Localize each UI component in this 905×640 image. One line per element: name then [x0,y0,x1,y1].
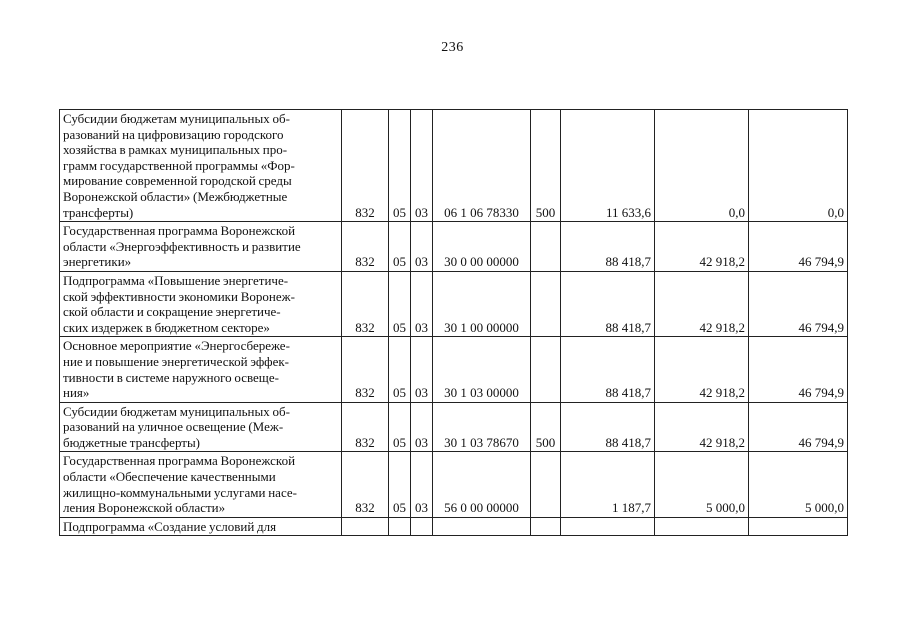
budget-table [59,109,848,536]
description-line: хозяйства в рамках муниципальных про- [63,142,288,158]
target-article-cell [433,517,531,536]
row-description-cell [60,337,342,402]
description-line: Государственная программа Воронежской [63,223,296,239]
amount-year2-cell: 42 918,2 [655,337,749,402]
row-description-cell [60,402,342,452]
amount-year1-cell: 88 418,7 [561,402,655,452]
table-body [60,110,848,536]
ministry-code-cell [342,517,389,536]
row-description-cell [60,271,342,336]
amount-year3-cell: 46 794,9 [749,222,848,272]
description-line: энергетики» [63,254,132,270]
subsection-code-cell: 03 [411,110,433,222]
expense-type-cell [531,452,561,517]
ministry-code-cell: 832 [342,110,389,222]
target-article-cell: 30 1 03 78670 [433,402,531,452]
expense-type-cell [531,271,561,336]
table-row [60,110,848,222]
description-line: бюджетные трансферты) [63,434,201,450]
table-row [60,452,848,517]
ministry-code-cell: 832 [342,452,389,517]
amount-year2-cell: 42 918,2 [655,271,749,336]
description-line: разований на уличное освещение (Меж- [63,419,284,435]
row-description-cell [60,110,342,222]
subsection-code-cell: 03 [411,402,433,452]
description-line: тивности в системе наружного освеще- [63,369,279,385]
description-line: Субсидии бюджетам муниципальных об- [63,403,290,419]
description-line: области «Энергоэффективность и развитие [63,238,301,254]
amount-year3-cell [749,517,848,536]
amount-year1-cell: 88 418,7 [561,271,655,336]
ministry-code-cell: 832 [342,402,389,452]
section-code-cell: 05 [389,110,411,222]
amount-year3-cell: 46 794,9 [749,402,848,452]
amount-year2-cell [655,517,749,536]
description-line: разований на цифровизацию городского [63,126,284,142]
description-line: Воронежской области» (Межбюджетные [63,188,288,204]
section-code-cell: 05 [389,222,411,272]
description-line: ния» [63,385,90,401]
target-article-cell: 30 0 00 00000 [433,222,531,272]
subsection-code-cell: 03 [411,222,433,272]
table-row [60,402,848,452]
amount-year3-cell: 46 794,9 [749,271,848,336]
description-line: Основное мероприятие «Энергосбереже- [63,338,290,354]
section-code-cell: 05 [389,402,411,452]
amount-year1-cell: 88 418,7 [561,337,655,402]
section-code-cell: 05 [389,271,411,336]
amount-year3-cell: 0,0 [749,110,848,222]
ministry-code-cell: 832 [342,337,389,402]
amount-year1-cell [561,517,655,536]
table-row [60,337,848,402]
expense-type-cell [531,517,561,536]
section-code-cell [389,517,411,536]
description-line: грамм государственной программы «Фор- [63,157,295,173]
page-number: 236 [441,40,464,55]
description-line: мирование современной городской среды [63,173,292,189]
target-article-cell: 06 1 06 78330 [433,110,531,222]
amount-year3-cell: 5 000,0 [749,452,848,517]
section-code-cell: 05 [389,337,411,402]
description-line: Субсидии бюджетам муниципальных об- [63,111,290,126]
table-row [60,222,848,272]
table-row [60,517,848,536]
row-description-cell [60,452,342,517]
table-row [60,271,848,336]
amount-year1-cell: 1 187,7 [561,452,655,517]
ministry-code-cell: 832 [342,222,389,272]
amount-year2-cell: 0,0 [655,110,749,222]
description-line: области «Обеспечение качественными [63,469,276,485]
target-article-cell: 30 1 00 00000 [433,271,531,336]
description-line: трансферты) [63,204,134,220]
description-line: ние и повышение энергетической эффек- [63,353,290,369]
description-line: Подпрограмма «Создание условий для [63,518,277,534]
subsection-code-cell: 03 [411,452,433,517]
description-line: ской эффективности экономики Воронеж- [63,288,295,304]
target-article-cell: 30 1 03 00000 [433,337,531,402]
description-line: Подпрограмма «Повышение энергетиче- [63,272,289,288]
description-line: Государственная программа Воронежской [63,453,296,469]
expense-type-cell: 500 [531,402,561,452]
amount-year3-cell: 46 794,9 [749,337,848,402]
amount-year2-cell: 42 918,2 [655,402,749,452]
subsection-code-cell [411,517,433,536]
amount-year1-cell: 11 633,6 [561,110,655,222]
subsection-code-cell: 03 [411,271,433,336]
row-description-cell [60,517,342,536]
description-line: жилищно-коммунальными услугами насе- [63,484,297,500]
expense-type-cell [531,222,561,272]
ministry-code-cell: 832 [342,271,389,336]
section-code-cell: 05 [389,452,411,517]
subsection-code-cell: 03 [411,337,433,402]
target-article-cell: 56 0 00 00000 [433,452,531,517]
description-line: ления Воронежской области» [63,500,226,516]
description-line: ских издержек в бюджетном секторе» [63,319,270,335]
expense-type-cell [531,337,561,402]
expense-type-cell: 500 [531,110,561,222]
row-description-cell [60,222,342,272]
amount-year2-cell: 42 918,2 [655,222,749,272]
amount-year2-cell: 5 000,0 [655,452,749,517]
description-line: ской области и сокращение энергетиче- [63,304,281,320]
amount-year1-cell: 88 418,7 [561,222,655,272]
